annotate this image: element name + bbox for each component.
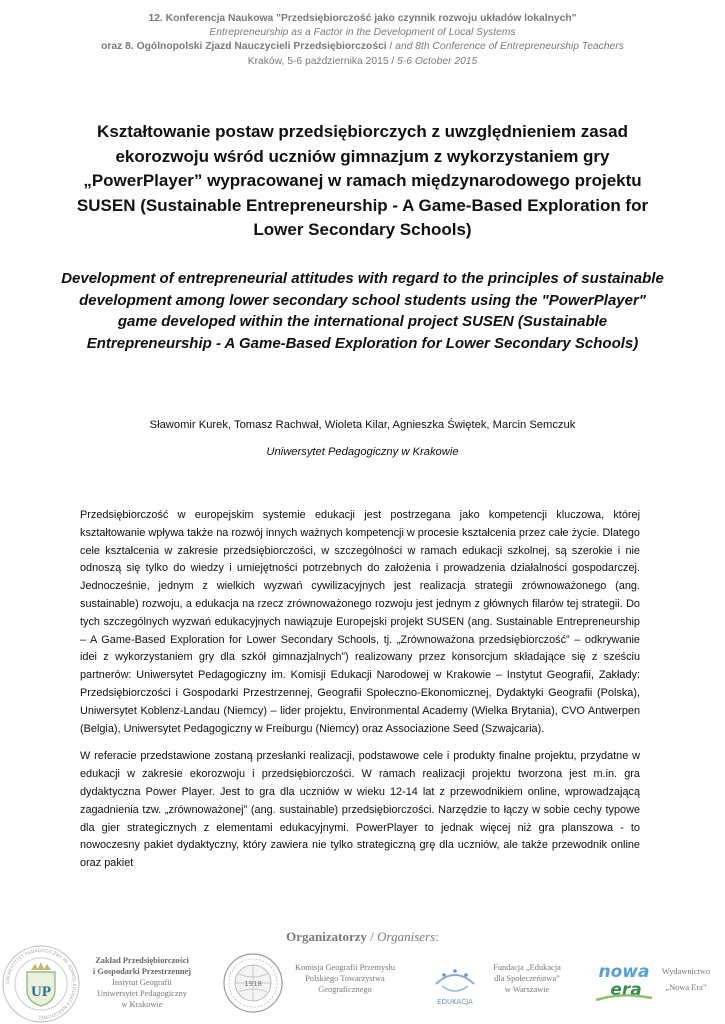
org-ptg-text	[282, 962, 408, 995]
paper-title-pl: Kształtowanie postaw przedsiębiorczych z uwzględnieniem zasad ekorozwoju wśród uczniów gimnazjum z wykorzystaniem gry „PowerPlayer” wypracowanej w ramach międzynarodowego projektu SUSEN (Sustainable Entrepreneurship - A Game-Based Exploration for Lower Secondary Schools)	[76, 122, 649, 239]
org-up-text	[78, 955, 206, 1010]
org1-line3: Instytut Geografii	[112, 978, 172, 987]
paragraph: W referacie przedstawione zostaną przesłanki realizacji, podstawowe cele i produkty finalne projektu, przydatne w edukacji w zakresie ekorozwoju i przedsiębiorczości. W ramach realizacji projektu tworzona jest m.in. gra dydaktyczna Power Player. Jest to gra dla uczniów w wieku 12-14 lat z przewodnikiem online, wprowadzającą zagadnienia tzw. „zrównoważonej” (ang. sustainable) przedsiębiorczości. Narzędzie to łączy w sobie cechy typowe dla gier strategicznych z elementami edukacyjnymi. PowerPlayer to jednak więcej niż gra planszowa - to nowoczesny pakiet dydaktyczny, który zawiera nie tylko strategiczną grę dla uczniów, ale także przewodnik online oraz pakiet	[80, 750, 640, 870]
nowa-era-top: nowa	[598, 962, 650, 982]
up-seal-logo	[0, 944, 82, 1024]
edukacja-logo	[430, 962, 480, 1012]
teachers-meeting-pl: oraz 8. Ogólnopolski Zjazd Nauczycieli Przedsiębiorczości	[101, 41, 387, 53]
org1-line2: i Gospodarki Przestrzennej	[92, 967, 192, 976]
up-logo-text: UP	[31, 984, 51, 1000]
org1-line4: Uniwersytet Pedagogiczny	[96, 989, 187, 998]
org3-line1: Fundacja „Edukacja	[493, 963, 561, 972]
org4-line2: „Nowa Era”	[665, 983, 707, 992]
org2-line1: Komisja Geografii Przemysłu	[294, 963, 395, 972]
org1-line5: w Krakowie	[121, 1000, 163, 1009]
org-nowa-era-text	[650, 966, 722, 993]
org4-line1: Wydawnictwo	[661, 967, 711, 976]
conference-subtitle	[0, 40, 725, 54]
authors: Sławomir Kurek, Tomasz Rachwał, Wioleta Kilar, Agnieszka Świętek, Marcin Semczuk	[149, 419, 576, 431]
org1-line1: Zakład Przedsiębiorczości	[95, 956, 189, 965]
ptg-year: 1918	[244, 980, 262, 988]
paragraph: Przedsiębiorczość w europejskim systemie edukacji jest postrzegana jako kompetencji kluczowa, której kształtowanie wpływa także na rozwój innych ważnych kompetencji w procesie kształcenia przez całe życie. Dlatego cele kształcenia w zakresie przedsiębiorczości, w szczególności w ramach edukacji szkolnej, są szerokie i nie odnoszą się tylko do wiedzy i umiejętności potrzebnych do założenia i prowadzenia działalności gospodarczej. Jednocześnie, jednym z wielkich wyzwań cywilizacyjnych jest realizacja strategii zrównoważonego (ang. sustainable) rozwoju, a edukacja na rzecz zrównoważonego rozwoju jest jednym z głównych filarów tej strategii. Do tych szczególnych wyzwań edukacyjnych nawiązuje Europejski projekt SUSEN (ang. Sustainable Entrepreneurship – A Game-Based Exploration for Lower Secondary Schools, tj. „Zrównoważona przedsiębiorczość” – odkrywanie idei z wykorzystaniem gry dla szkół gimnazjalnych”) realizowany przez konsorcjum składające się z sześciu partnerów: Uniwersytet Pedagogiczny im. Komisji Edukacji Narodowej w Krakowie – Instytut Geografii, Zakłady: Przedsiębiorczości i Gospodarki Przestrzennej, Geografii Społeczno-Ekonomicznej, Dydaktyki Geografii (Polska), Uniwersytet Koblenz-Landau (Niemcy) – lider projektu, Environmental Academy (Wielka Brytania), CVO Antwerpen (Belgia), Uniwersytet Pedagogiczny w Freiburgu (Niemcy) oraz Associazione Seed (Szwajcaria).	[80, 509, 640, 735]
nowa-era-bottom: era	[610, 980, 642, 1000]
organisers-sep: /	[367, 929, 378, 944]
org2-line3: Geograficznego	[318, 985, 372, 994]
teachers-meeting-en: and 8th Conference of Entrepreneurship Teachers	[395, 41, 624, 53]
seal-text: UNIWERSYTET PEDAGOGICZNY IM. KOMISJI EDUKACJI NARODOWEJ	[5, 948, 77, 1020]
org3-line2: dla Społeczeństwa”	[494, 974, 560, 983]
ptg-emblem-logo	[222, 952, 284, 1014]
organisers-label-pl: Organizatorzy	[286, 929, 368, 944]
conference-header	[0, 12, 725, 69]
date-pl: Kraków, 5-6 października 2015 /	[247, 55, 398, 67]
conference-title: 12. Konferencja Naukowa "Przedsiębiorczość jako czynnik rozwoju układów lokalnych"	[148, 13, 577, 24]
affiliation: Uniwersytet Pedagogiczny w Krakowie	[266, 446, 459, 458]
org2-line2: Polskiego Towarzystwa	[305, 974, 385, 983]
edukacja-logo-text: EDUKACJA	[437, 998, 473, 1006]
org3-line3: w Warszawie	[504, 985, 550, 994]
abstract-body	[80, 507, 640, 883]
nowa-era-logo	[592, 958, 656, 1004]
organisers-heading	[0, 929, 725, 945]
organisers-colon: :	[435, 929, 439, 944]
separator: /	[386, 41, 396, 53]
date-en: 5-6 October 2015	[397, 55, 478, 67]
org-edukacja-text	[476, 962, 578, 995]
conference-title-en: Entrepreneurship as a Factor in the Development of Local Systems	[209, 27, 516, 39]
organisers-label-en: Organisers	[377, 929, 436, 944]
paper-title-en: Development of entrepreneurial attitudes with regard to the principles of sustainable development among lower secondary school students using the "PowerPlayer" game developed within the international project SUSEN (Sustainable Entrepreneurship - A Game-Based Exploration for Lower Secondary Schools)	[61, 270, 664, 353]
conference-date	[0, 55, 725, 69]
